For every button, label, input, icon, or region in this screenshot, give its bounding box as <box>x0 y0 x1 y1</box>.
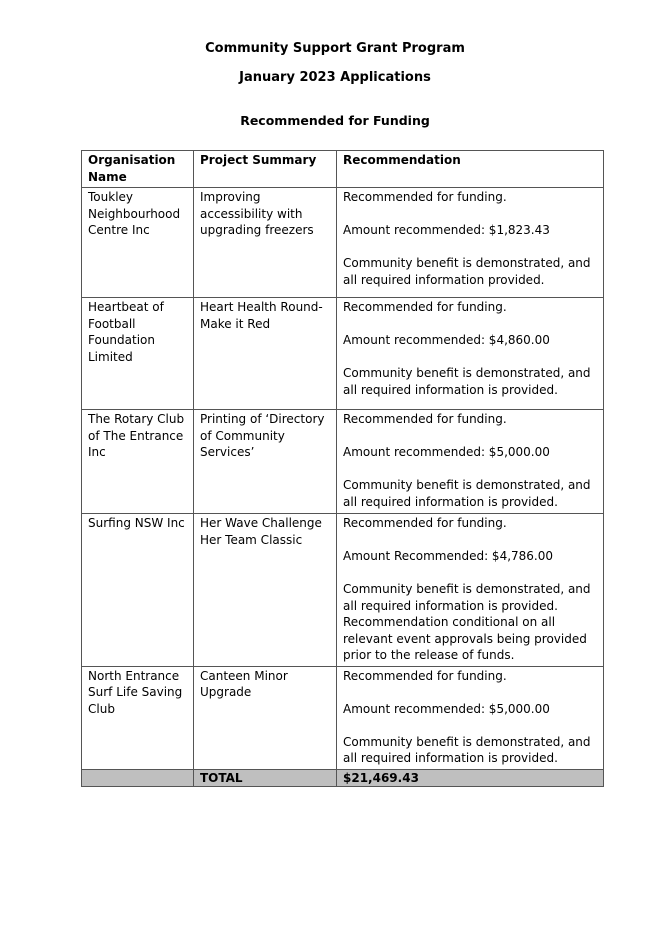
recommendation-status: Recommended for funding. <box>343 412 507 426</box>
recommendation-amount: Amount recommended: $1,823.43 <box>343 223 550 237</box>
header-organisation: Organisation Name <box>82 151 194 188</box>
recommendation-note: Community benefit is demonstrated, and all required information provided. <box>343 256 591 287</box>
recommendation-cell <box>337 188 604 298</box>
document-title: Community Support Grant Program <box>205 41 465 56</box>
table-row <box>82 514 604 667</box>
recommendation-status: Recommended for funding. <box>343 300 507 314</box>
project-cell: Heart Health Round-Make it Red <box>194 298 337 410</box>
recommendation-status: Recommended for funding. <box>343 190 507 204</box>
table-header-row <box>82 151 604 188</box>
organisation-cell: Surfing NSW Inc <box>82 514 194 667</box>
recommendation-amount: Amount Recommended: $4,786.00 <box>343 549 554 563</box>
recommendation-cell <box>337 666 604 769</box>
recommendation-amount: Amount recommended: $4,860.00 <box>343 333 550 347</box>
recommendation-note: Community benefit is demonstrated, and all required information is provided. <box>343 478 591 509</box>
organisation-cell: Toukley Neighbourhood Centre Inc <box>82 188 194 298</box>
recommendation-note: Community benefit is demonstrated, and all required information is provided. Recommendation conditional on all relevant event approvals being provided prior to the release of funds. <box>343 582 591 662</box>
total-label: TOTAL <box>194 769 337 787</box>
table-row <box>82 410 604 514</box>
grants-table <box>81 150 604 787</box>
recommendation-note: Community benefit is demonstrated, and all required information is provided. <box>343 734 591 765</box>
header-recommendation: Recommendation <box>337 151 604 188</box>
recommendation-cell <box>337 514 604 667</box>
organisation-cell: North Entrance Surf Life Saving Club <box>82 666 194 769</box>
table-row <box>82 298 604 410</box>
recommendation-cell <box>337 410 604 514</box>
project-cell: Improving accessibility with upgrading freezers <box>194 188 337 298</box>
recommendation-note: Community benefit is demonstrated, and all required information is provided. <box>343 366 591 397</box>
recommendation-amount: Amount recommended: $5,000.00 <box>343 701 550 716</box>
header-project-summary: Project Summary <box>194 151 337 188</box>
recommendation-amount: Amount recommended: $5,000.00 <box>343 445 550 459</box>
total-row <box>82 769 604 787</box>
section-heading: Recommended for Funding <box>240 113 430 128</box>
organisation-cell: The Rotary Club of The Entrance Inc <box>82 410 194 514</box>
project-cell: Canteen Minor Upgrade <box>194 666 337 769</box>
table-row <box>82 666 604 769</box>
project-cell: Printing of ‘Directory of Community Services’ <box>194 410 337 514</box>
total-empty-cell <box>82 769 194 787</box>
project-cell: Her Wave Challenge Her Team Classic <box>194 514 337 667</box>
document-subtitle: January 2023 Applications <box>239 70 431 85</box>
total-amount: $21,469.43 <box>337 769 604 787</box>
recommendation-status: Recommended for funding. <box>343 668 507 683</box>
table-row <box>82 188 604 298</box>
recommendation-cell <box>337 298 604 410</box>
organisation-cell: Heartbeat of Football Foundation Limited <box>82 298 194 410</box>
recommendation-status: Recommended for funding. <box>343 516 507 530</box>
